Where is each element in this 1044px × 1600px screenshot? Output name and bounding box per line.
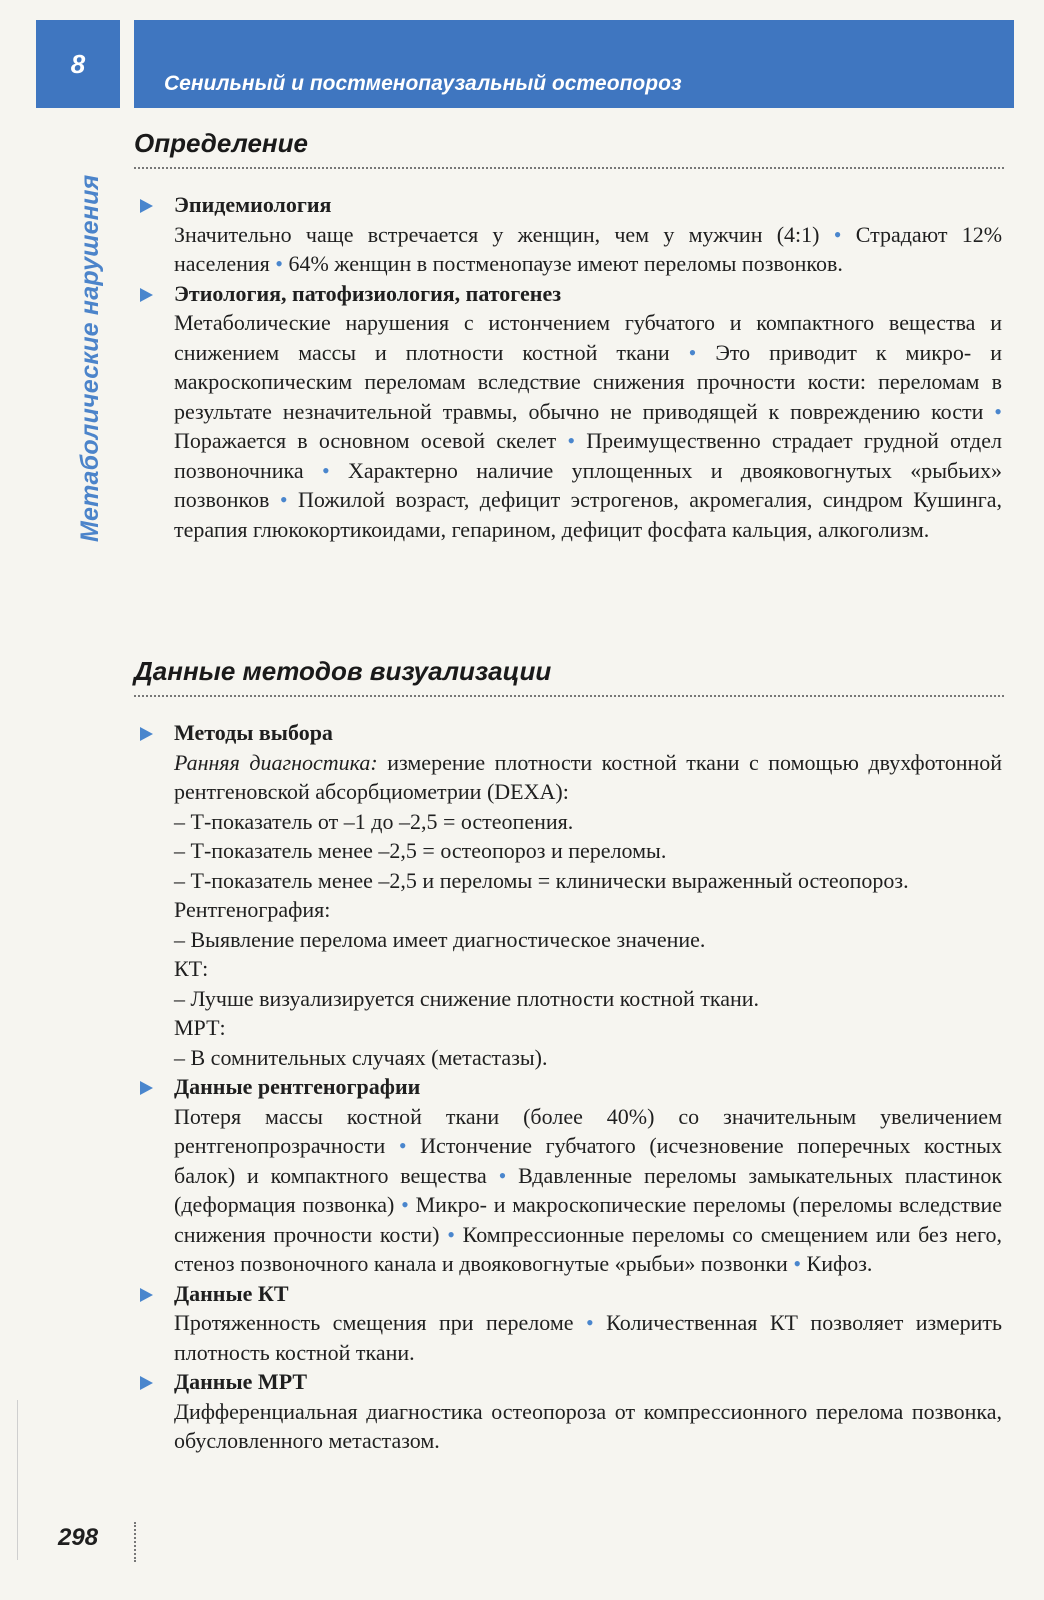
entry-title: Методы выбора xyxy=(174,720,333,745)
entry-text xyxy=(174,1397,1002,1456)
chapter-title-bar xyxy=(134,20,1014,108)
sidebar-label: Метаболические нарушения xyxy=(76,174,104,542)
list-item: – Лучше визуализируется снижение плотности костной ткани. xyxy=(174,985,760,1011)
bullet-separator-icon: • xyxy=(398,1133,407,1158)
bullet-separator-icon: • xyxy=(994,398,1002,424)
triangle-bullet-icon xyxy=(140,288,153,302)
entry-text xyxy=(174,220,1002,279)
text-fragment: Поражается в основном осевой скелет xyxy=(174,428,557,453)
list-item: – Выявление перелома имеет диагностическое значение. xyxy=(174,926,706,952)
text-fragment: Потеря массы костной ткани (более 40%) со значительным увеличением рентгенопрозрачности xyxy=(174,1103,1002,1158)
entry-etiology xyxy=(138,279,1002,545)
text-fragment: Вдавленные переломы замыкательных пластинок (деформация позвонка) xyxy=(174,1162,1003,1217)
section-divider xyxy=(134,695,1004,697)
entry-xray xyxy=(138,1072,1002,1279)
entry-text xyxy=(174,1102,1002,1279)
entry-title: Эпидемиология xyxy=(174,192,332,217)
bullet-separator-icon: • xyxy=(688,339,697,365)
sub-label: МРТ: xyxy=(174,1015,226,1040)
entry-text xyxy=(174,748,1002,807)
text-fragment: Дифференциальная диагностика остеопороза от компрессионного перелома позвонка, обусловленного метастазом. xyxy=(174,1398,1002,1453)
bullet-separator-icon: • xyxy=(447,1221,455,1247)
entry-methods xyxy=(138,718,1002,1072)
text-fragment: Метаболические нарушения с истончением губчатого и компактного вещества и снижением массы и плотности костной ткани xyxy=(174,310,1002,365)
text-fragment: Страдают 12% населения xyxy=(174,221,1003,276)
margin-rule xyxy=(17,1400,18,1560)
entry-text xyxy=(174,308,1002,544)
bullet-separator-icon: • xyxy=(321,457,330,483)
sub-label: КТ: xyxy=(174,956,209,981)
entry-epidemiology xyxy=(138,190,1002,279)
italic-label: Ранняя диагностика: xyxy=(174,749,378,775)
text-fragment: Протяженность смещения при переломе xyxy=(174,1310,574,1335)
bullet-separator-icon: • xyxy=(279,487,288,512)
section-sidebar xyxy=(60,122,120,542)
triangle-bullet-icon xyxy=(140,1288,153,1302)
chapter-title: Сенильный и постменопаузальный остеопороз xyxy=(164,72,682,95)
footer-divider xyxy=(134,1522,136,1562)
chapter-number-tab xyxy=(36,20,120,108)
entry-ct xyxy=(138,1279,1002,1368)
definition-content xyxy=(138,190,1002,544)
list-item: – В сомнительных случаях (метастазы). xyxy=(174,1044,548,1070)
imaging-content xyxy=(138,718,1002,1456)
entry-title: Этиология, патофизиология, патогенез xyxy=(174,280,562,306)
section-divider xyxy=(134,167,1004,169)
section-heading-imaging xyxy=(134,656,1004,697)
list-item: – Т-показатель от –1 до –2,5 = остеопения. xyxy=(174,808,574,834)
text-fragment: измерение плотности костной ткани с помощью двухфотонной рентгеновской абсорбциометрии (DEXA): xyxy=(174,749,1003,804)
entry-mri xyxy=(138,1367,1002,1456)
entry-title: Данные КТ xyxy=(174,1280,289,1306)
text-fragment: Значительно чаще встречается у женщин, чем у мужчин (4:1) xyxy=(174,221,820,247)
sub-label: Рентгенография: xyxy=(174,897,331,922)
triangle-bullet-icon xyxy=(140,199,153,213)
text-fragment: 64% женщин в постменопаузе имеют переломы позвонков. xyxy=(288,251,843,276)
entry-text xyxy=(174,1308,1002,1367)
bullet-separator-icon: • xyxy=(793,1251,802,1276)
list-item: – Т-показатель менее –2,5 и переломы = клинически выраженный остеопороз. xyxy=(174,867,909,893)
section-heading-text: Данные методов визуализации xyxy=(134,656,552,686)
bullet-separator-icon: • xyxy=(275,251,283,276)
bullet-separator-icon: • xyxy=(567,428,576,453)
section-heading-definition xyxy=(134,128,1004,169)
triangle-bullet-icon xyxy=(140,1081,153,1095)
text-fragment: Характерно наличие уплощенных и двояковогнутых «рыбьих» позвонков xyxy=(174,457,1003,512)
list-item: – Т-показатель менее –2,5 = остеопороз и переломы. xyxy=(174,838,667,863)
triangle-bullet-icon xyxy=(140,1376,153,1390)
text-fragment: Количественная КТ позволяет измерить плотность костной ткани. xyxy=(174,1310,1003,1365)
page-number: 298 xyxy=(58,1524,99,1551)
text-fragment: Кифоз. xyxy=(806,1251,873,1276)
text-fragment: Компрессионные переломы со смещением или без него, стеноз позвоночного канала и двояковогнутые «рыбьи» позвонки xyxy=(174,1221,1002,1276)
text-fragment: Пожилой возраст, дефицит эстрогенов, акромегалия, синдром Кушинга, терапия глюкокортикоидами, гепарином, дефицит фосфата кальция, алкоголизм. xyxy=(174,487,1003,542)
triangle-bullet-icon xyxy=(140,727,153,741)
entry-title: Данные МРТ xyxy=(174,1369,308,1394)
bullet-separator-icon: • xyxy=(585,1310,594,1335)
bullet-separator-icon: • xyxy=(833,221,842,247)
text-fragment: Истончение губчатого (исчезновение поперечных костных балок) и компактного вещества xyxy=(174,1133,1003,1188)
section-heading-text: Определение xyxy=(134,128,308,158)
text-fragment: Микро- и макроскопические переломы (переломы вследствие снижения прочности кости) xyxy=(174,1192,1003,1247)
text-fragment: Это приводит к микро- и макроскопическим переломам вследствие снижения прочности кости: переломам в результате незначительной травмы, обычно не приводящей к повреждению кости xyxy=(174,339,1002,424)
chapter-number: 8 xyxy=(70,48,86,79)
text-fragment: Преимущественно страдает грудной отдел позвоночника xyxy=(174,428,1002,483)
bullet-separator-icon: • xyxy=(498,1162,507,1188)
entry-title: Данные рентгенографии xyxy=(174,1074,421,1099)
bullet-separator-icon: • xyxy=(401,1192,409,1217)
